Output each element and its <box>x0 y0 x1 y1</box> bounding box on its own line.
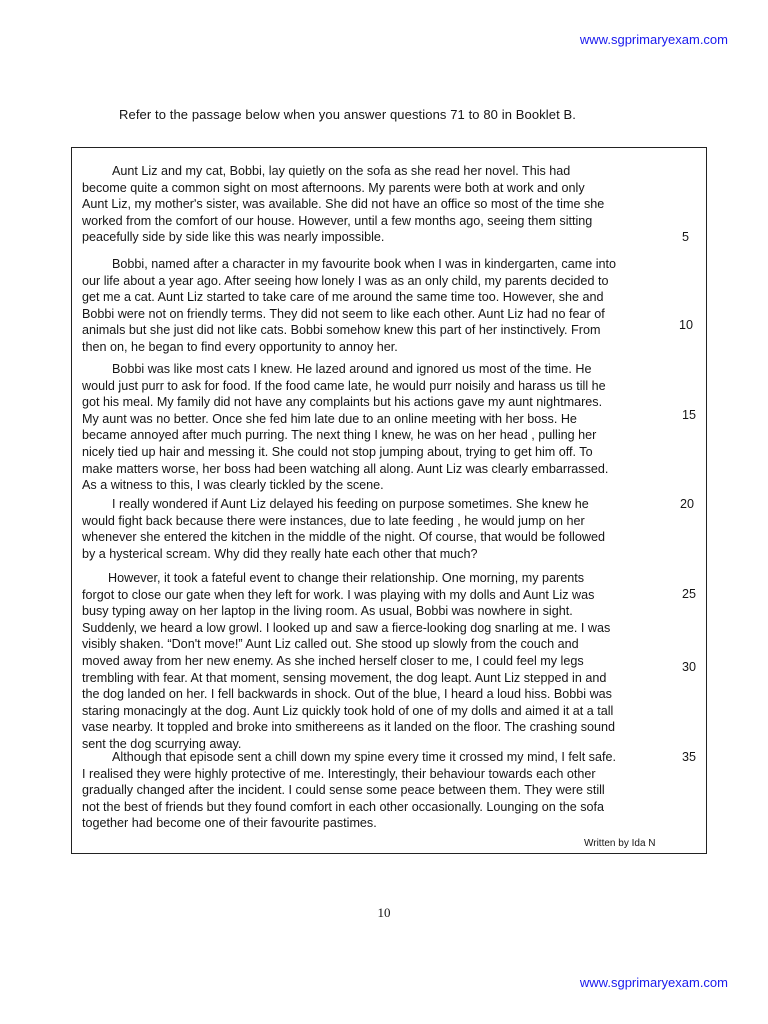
text-line: Suddenly, we heard a low growl. I looked up and saw a fierce-looking dog snarling at me. I was <box>82 620 611 635</box>
text-line: got his meal. My family did not have any complaints but his actions gave my aunt nightmares. <box>82 395 603 410</box>
line-number: 25 <box>682 587 697 601</box>
paragraph-6 <box>82 749 670 832</box>
line-number: 30 <box>682 660 697 674</box>
text-line: Aunt Liz, my mother's sister, was available. She did not have an office so most of the time she <box>82 197 605 212</box>
line-number: 20 <box>680 497 695 511</box>
paragraph-2 <box>82 256 670 356</box>
text-line: gradually changed after the incident. I could sense some peace between them. They were still <box>82 783 605 798</box>
text-line: forgot to close our gate when they left for work. I was playing with my dolls and Aunt Liz was <box>82 587 595 602</box>
text-line: would just purr to ask for food. If the food came late, he would purr noisily and harass us till he <box>82 378 606 393</box>
text-line: My aunt was no better. Once she fed him late due to an online meeting with her boss. He <box>82 411 577 426</box>
website-link-bottom[interactable]: www.sgprimaryexam.com <box>579 975 728 990</box>
text-line: would fight back because there were instances, due to late feeding , he would jump on her <box>82 513 585 528</box>
instruction-text: Refer to the passage below when you answer questions 71 to 80 in Booklet B. <box>119 107 577 122</box>
paragraph-4 <box>82 496 670 562</box>
text-line: become quite a common sight on most afternoons. My parents were both at work and only <box>82 180 585 195</box>
text-line: whenever she entered the kitchen in the middle of the night. Of course, that would be followed <box>82 530 605 545</box>
text-line: animals but she just did not like cats. Bobbi somehow knew this part of her instinctively. From <box>82 323 601 338</box>
text-line: peacefully side by side like this was nearly impossible. <box>82 230 385 245</box>
line-number: 10 <box>679 318 694 332</box>
text-line: staring monacingly at the dog. Aunt Liz quickly took hold of one of my dolls and aimed it at a tall <box>82 703 614 718</box>
text-line: nicely tied up hair and messing it. She could not stop jumping about, trying to get him off. To <box>82 444 593 459</box>
text-line: Bobbi, named after a character in my favourite book when I was in kindergarten, came into <box>112 257 617 271</box>
text-line: vase nearby. It toppled and broke into smithereens as it landed on the floor. The crashing sound <box>82 720 616 735</box>
line-number: 35 <box>682 750 697 764</box>
text-line: our life about a year ago. After seeing how lonely I was as an only child, my parents decided to <box>82 273 609 288</box>
text-line: not the best of friends but they found comfort in each other occasionally. Lounging on the sofa <box>82 799 605 814</box>
text-line: trembling with fear. At that moment, sensing movement, the dog leapt. Aunt Liz stepped in and <box>82 670 607 685</box>
text-line: by a hysterical scream. Why did they really hate each other that much? <box>82 546 478 561</box>
author-credit: Written by Ida N <box>584 838 656 849</box>
text-line: together had become one of their favourite pastimes. <box>82 816 377 831</box>
text-line: get me a cat. Aunt Liz started to take care of me around the same time too. However, she and <box>82 290 604 305</box>
paragraph-3 <box>82 361 670 494</box>
text-line: the dog landed on her. I fell backwards in shock. Out of the blue, I heard a loud hiss. Bobbi was <box>82 687 612 702</box>
text-line: Bobbi were not on friendly terms. They did not seem to like each other. Aunt Liz had no fear of <box>82 306 605 321</box>
text-line: Aunt Liz and my cat, Bobbi, lay quietly on the sofa as she read her novel. This had <box>112 164 571 178</box>
text-line: Although that episode sent a chill down my spine every time it crossed my mind, I felt safe. <box>112 750 616 764</box>
text-line: Bobbi was like most cats I knew. He lazed around and ignored us most of the time. He <box>112 362 592 376</box>
website-link-top[interactable]: www.sgprimaryexam.com <box>579 32 728 47</box>
text-line: then on, he began to find every opportunity to annoy her. <box>82 339 398 354</box>
paragraph-1 <box>82 163 670 246</box>
text-line: I realised they were highly protective of me. Interestingly, their behaviour towards each other <box>82 766 596 781</box>
line-number: 5 <box>682 230 690 244</box>
line-number: 15 <box>682 408 697 422</box>
text-line: worked from the comfort of our house. However, until a few months ago, seeing them sitting <box>82 213 593 228</box>
text-line: make matters worse, her boss had been watching all along. Aunt Liz was clearly embarrassed. <box>82 461 609 476</box>
text-line: moved away from her new enemy. As she inched herself closer to me, I could feel my legs <box>82 653 584 668</box>
text-line: visibly shaken. “Don't move!” Aunt Liz called out. She stood up slowly from the couch and <box>82 637 579 652</box>
text-line: became annoyed after much purring. The next thing I knew, he was on her head , pulling her <box>82 428 597 443</box>
text-line: I really wondered if Aunt Liz delayed his feeding on purpose sometimes. She knew he <box>112 497 589 511</box>
text-line: sent the dog scurrying away. <box>82 736 242 751</box>
text-line: However, it took a fateful event to change their relationship. One morning, my parents <box>108 571 585 585</box>
text-line: busy typing away on her laptop in the living room. As usual, Bobbi was nowhere in sight. <box>82 604 573 619</box>
page-number: 10 <box>377 905 391 920</box>
paragraph-5 <box>82 570 670 753</box>
text-line: As a witness to this, I was clearly tickled by the scene. <box>82 478 384 493</box>
